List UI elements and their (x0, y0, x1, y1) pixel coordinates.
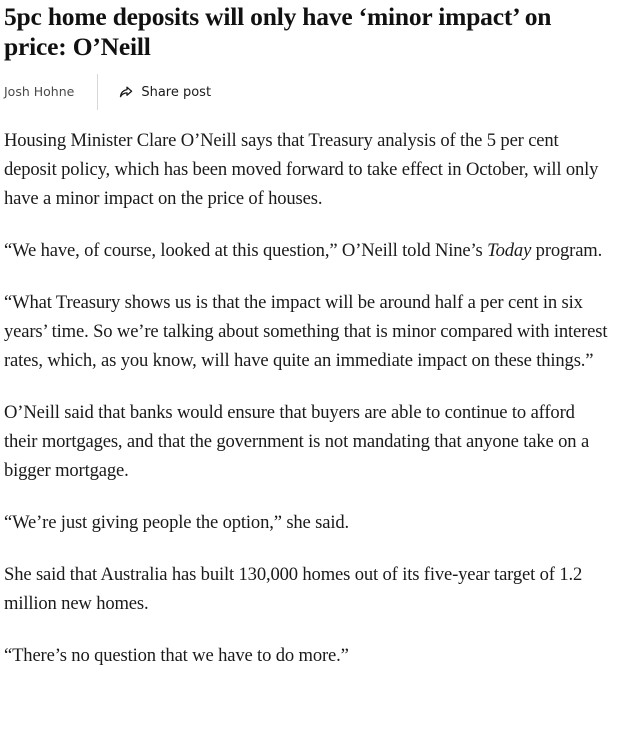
share-post-label: Share post (141, 84, 212, 100)
article (4, 0, 608, 693)
paragraph: “There’s no question that we have to do more.” (4, 645, 349, 666)
article-body (4, 126, 608, 670)
paragraph-text: program. (531, 240, 603, 261)
paragraph-text: “We have, of course, looked at this question,” O’Neill told Nine’s (4, 240, 488, 261)
paragraph: “We’re just giving people the option,” she said. (4, 512, 350, 533)
share-arrow-icon (119, 85, 133, 99)
author-name[interactable]: Josh Hohne (4, 84, 75, 99)
article-headline: 5pc home deposits will only have ‘minor impact’ on price: O’Neill (4, 2, 552, 61)
paragraph: O’Neill said that banks would ensure that buyers are able to continue to afford their mortgages, and that the government is not mandating that anyone take on a bigger mortgage. (4, 402, 590, 481)
byline-bar (4, 74, 608, 110)
paragraph (4, 236, 608, 265)
byline-divider (97, 74, 98, 110)
share-post-button[interactable] (119, 85, 211, 100)
program-name: Today (487, 240, 532, 261)
paragraph: She said that Australia has built 130,000 homes out of its five-year target of 1.2 million new homes. (4, 564, 583, 614)
paragraph: Housing Minister Clare O’Neill says that Treasury analysis of the 5 per cent deposit policy, which has been moved forward to take effect in October, will only have a minor impact on the price of houses. (4, 130, 599, 209)
paragraph: “What Treasury shows us is that the impact will be around half a per cent in six years’ time. So we’re talking about something that is minor compared with interest rates, which, as you know, will have quite an immediate impact on these things.” (4, 292, 608, 371)
